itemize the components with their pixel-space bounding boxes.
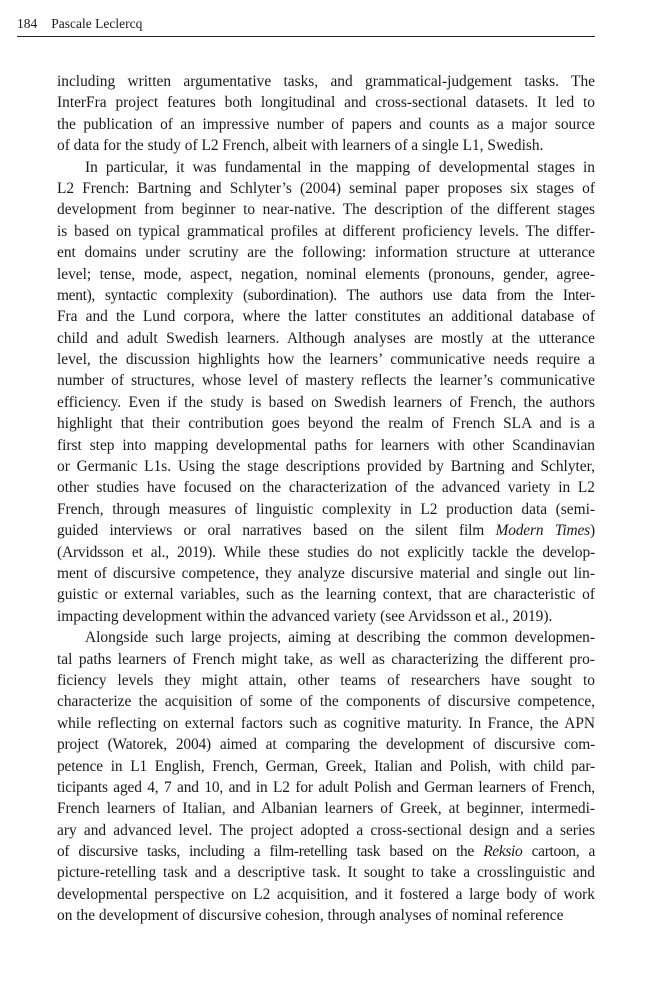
text-line bbox=[57, 542, 595, 563]
text-run: level, the discussion highlights how the learners’ communicative needs require a bbox=[57, 351, 595, 369]
text-run: while reflecting on external factors such as cognitive maturity. In France, the APN bbox=[57, 714, 595, 732]
text-line bbox=[57, 777, 595, 798]
text-line bbox=[57, 221, 595, 242]
text-line bbox=[57, 841, 595, 862]
text-line bbox=[57, 520, 595, 541]
text-line bbox=[57, 157, 595, 178]
text-run: child and adult Swedish learners. Although analyses are mostly at the utterance bbox=[57, 329, 595, 347]
text-run: other studies have focused on the characterization of the advanced variety in L2 bbox=[57, 479, 595, 497]
text-line bbox=[57, 884, 595, 905]
text-line bbox=[57, 114, 595, 135]
text-run: development from beginner to near-native. The description of the different stages bbox=[57, 201, 595, 219]
text-run: French learners of Italian, and Albanian learners of Greek, at beginner, intermedi- bbox=[57, 800, 595, 818]
text-line bbox=[57, 649, 595, 670]
running-head-author: Pascale Leclercq bbox=[51, 16, 143, 31]
text-run: ent domains under scrutiny are the following: information structure at utterance bbox=[57, 244, 595, 262]
italic-title: Modern Times bbox=[495, 522, 591, 540]
text-line bbox=[57, 178, 595, 199]
text-line bbox=[57, 862, 595, 883]
text-run: ficiency levels they might attain, other teams of researchers have sought to bbox=[57, 671, 595, 689]
text-line bbox=[57, 584, 595, 605]
text-run: impacting development within the advanced variety (see Arvidsson et al., 2019). bbox=[57, 607, 553, 625]
text-run: ) bbox=[590, 522, 595, 540]
text-line bbox=[57, 563, 595, 584]
text-run: ary and advanced level. The project adopted a cross-sectional design and a series bbox=[57, 821, 595, 839]
text-run: L2 French: Bartning and Schlyter’s (2004) seminal paper proposes six stages of bbox=[57, 179, 595, 197]
text-line bbox=[57, 756, 595, 777]
text-run: tal paths learners of French might take, as well as characterizing the different pro- bbox=[57, 650, 595, 668]
text-run: Alongside such large projects, aiming at describing the common developmen- bbox=[85, 629, 595, 647]
text-run: number of structures, whose level of mastery reflects the learner’s communicative bbox=[57, 372, 595, 390]
paragraph bbox=[57, 157, 595, 628]
running-head bbox=[17, 14, 595, 37]
text-line bbox=[57, 264, 595, 285]
text-line bbox=[57, 306, 595, 327]
text-run: petence in L1 English, French, German, Greek, Italian and Polish, with child par- bbox=[57, 757, 595, 775]
text-line bbox=[57, 392, 595, 413]
text-run: ment of discursive competence, they analyze discursive material and single out lin- bbox=[57, 564, 595, 582]
text-run: guided interviews or oral narratives based on the silent film bbox=[57, 522, 496, 540]
text-run: including written argumentative tasks, and grammatical-judgement tasks. The bbox=[57, 73, 595, 90]
text-line bbox=[57, 477, 595, 498]
text-line bbox=[57, 734, 595, 755]
text-run: (Arvidsson et al., 2019). While these studies do not explicitly tackle the develop- bbox=[57, 543, 595, 561]
text-run: Fra and the Lund corpora, where the latter constitutes an additional database of bbox=[57, 308, 595, 326]
text-run: French, through measures of linguistic complexity in L2 production data (semi- bbox=[57, 500, 595, 518]
text-run: guistic or external variables, such as the learning context, that are characteristic of bbox=[57, 586, 595, 604]
text-line bbox=[57, 820, 595, 841]
body-text bbox=[57, 71, 595, 927]
text-line bbox=[57, 199, 595, 220]
text-run: ticipants aged 4, 7 and 10, and in L2 for adult Polish and German learners of French, bbox=[57, 778, 595, 796]
text-run: is based on typical grammatical profiles at different proficiency levels. The differ- bbox=[57, 222, 595, 240]
text-line bbox=[57, 71, 595, 92]
paragraph bbox=[57, 71, 595, 157]
text-line bbox=[57, 606, 595, 627]
text-run: characterize the acquisition of some of the components of discursive competence, bbox=[57, 693, 595, 711]
text-run: or Germanic L1s. Using the stage descriptions provided by Bartning and Schlyter, bbox=[57, 458, 595, 476]
text-line bbox=[57, 456, 595, 477]
text-run: the publication of an impressive number of papers and counts as a major source bbox=[57, 115, 595, 133]
text-line bbox=[57, 135, 595, 156]
text-run: level; tense, mode, aspect, negation, nominal elements (pronouns, gender, agree- bbox=[57, 265, 595, 283]
text-line bbox=[57, 370, 595, 391]
italic-title: Reksio bbox=[483, 843, 523, 861]
text-line bbox=[57, 499, 595, 520]
text-line bbox=[57, 328, 595, 349]
text-line bbox=[57, 285, 595, 306]
text-line bbox=[57, 92, 595, 113]
text-run: highlight that their contribution goes beyond the realm of French SLA and is a bbox=[57, 415, 595, 433]
text-run: picture-retelling task and a descriptive task. It sought to take a crosslinguistic and bbox=[57, 864, 595, 882]
text-run: of discursive tasks, including a film-retelling task based on the bbox=[57, 843, 484, 861]
text-line bbox=[57, 627, 595, 648]
text-run: ment), syntactic complexity (subordination). The authors use data from the Inter- bbox=[57, 286, 595, 304]
text-run: efficiency. Even if the study is based on Swedish learners of French, the authors bbox=[57, 393, 595, 411]
text-line bbox=[57, 670, 595, 691]
text-run: cartoon, a bbox=[522, 843, 595, 861]
page-number: 184 bbox=[17, 16, 38, 31]
text-run: project (Watorek, 2004) aimed at comparing the development of discursive com- bbox=[57, 736, 595, 754]
paragraph bbox=[57, 627, 595, 926]
text-line bbox=[57, 242, 595, 263]
text-line bbox=[57, 435, 595, 456]
text-run: on the development of discursive cohesion, through analyses of nominal reference bbox=[57, 907, 564, 925]
text-line bbox=[57, 905, 595, 926]
text-line bbox=[57, 798, 595, 819]
text-run: of data for the study of L2 French, albeit with learners of a single L1, Swedish. bbox=[57, 137, 544, 155]
text-line bbox=[57, 691, 595, 712]
text-line bbox=[57, 713, 595, 734]
text-run: In particular, it was fundamental in the mapping of developmental stages in bbox=[85, 158, 595, 176]
text-line bbox=[57, 413, 595, 434]
text-run: InterFra project features both longitudinal and cross-sectional datasets. It led to bbox=[57, 94, 595, 112]
text-line bbox=[57, 349, 595, 370]
text-run: first step into mapping developmental paths for learners with other Scandinavian bbox=[57, 436, 595, 454]
text-run: developmental perspective on L2 acquisition, and it fostered a large body of work bbox=[57, 885, 595, 903]
